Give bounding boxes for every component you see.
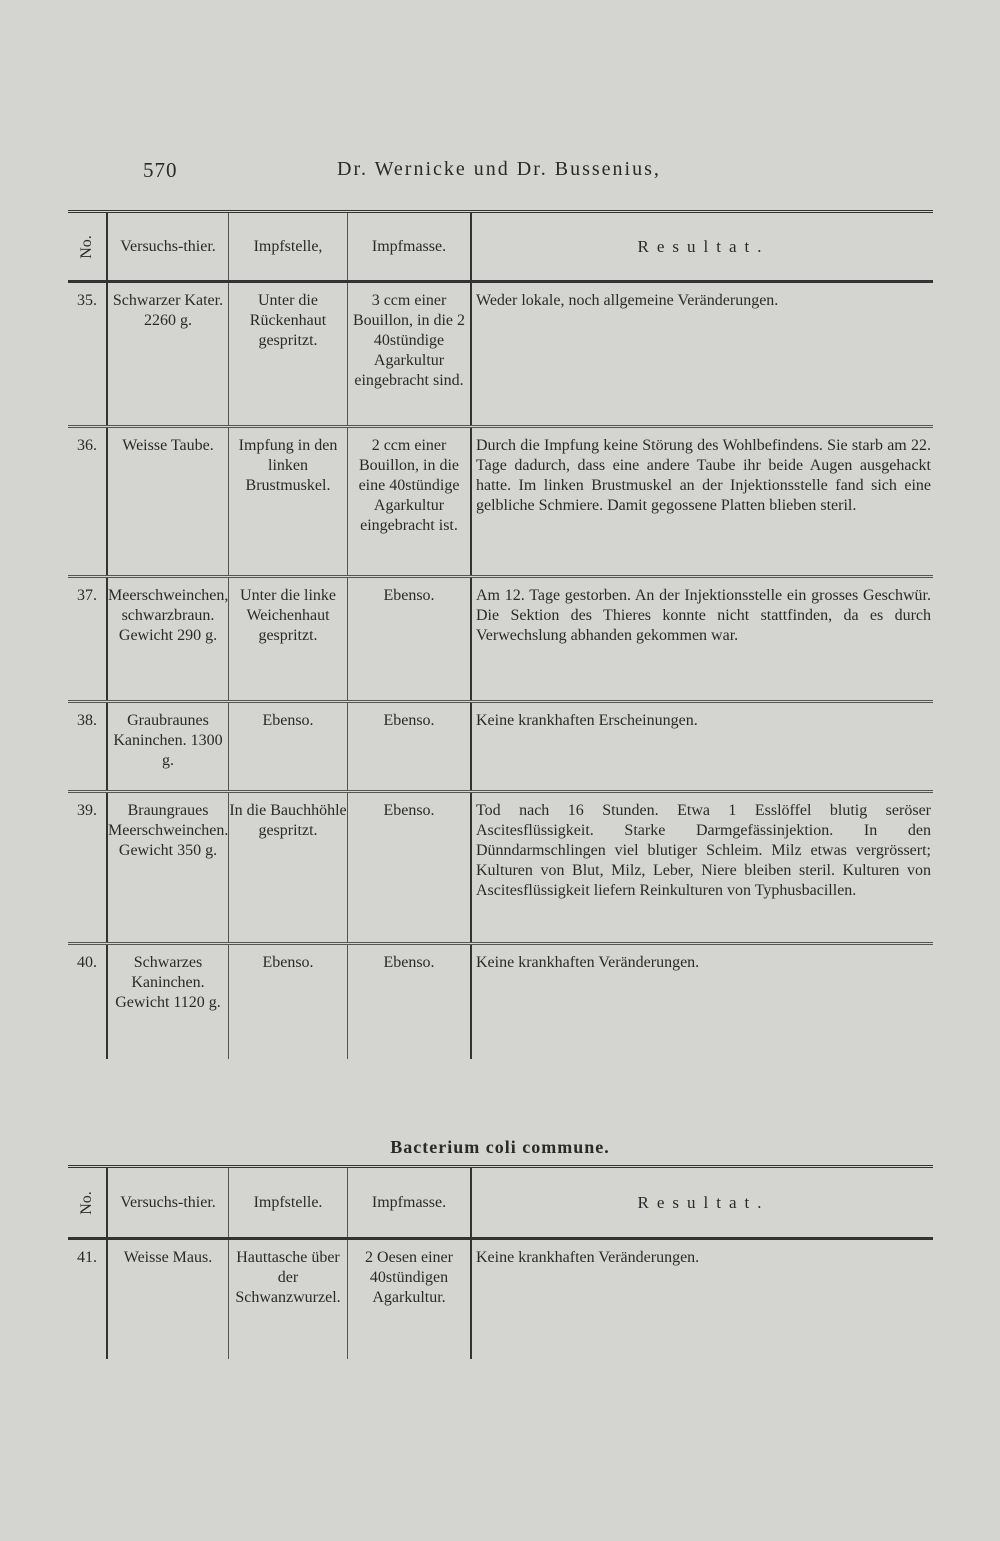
row-animal: Meerschweinchen, schwarzbraun. Gewicht 290 g. [107, 577, 229, 702]
row-animal: Graubraunes Kaninchen. 1300 g. [107, 702, 229, 792]
col-header-no: No. [78, 234, 95, 259]
row-result: Durch die Impfung keine Störung des Wohlbefindens. Sie starb am 22. Tage dadurch, dass eine andere Taube ihr beide Augen ausgehackt hatte. Im linken Brustmuskel an der Injektionsstelle fand sich eine gelbliche Schmiere. Damit gegossene Platten blieben steril. [471, 427, 933, 577]
table-row [68, 1239, 933, 1359]
experiment-table [68, 210, 933, 1059]
row-mass: 2 Oesen einer 40stündigen Agarkultur. [348, 1239, 472, 1359]
row-result: Tod nach 16 Stunden. Etwa 1 Esslöffel blutig seröser Ascitesflüssigkeit. Starke Darmgefässinjektion. In den Dünndarmschlingen viel blutiger Schleim. Milz etwas vergrössert; Kulturen von Blut, Milz, Leber, Niere bleiben steril. Kulturen von Ascitesflüssigkeit liefern Reinkulturen von Typhusbacillen. [471, 792, 933, 944]
col-header-animal: Versuchs-thier. [107, 1167, 229, 1239]
row-no: 37. [77, 587, 97, 604]
table-row [68, 792, 933, 944]
col-header-no: No. [78, 1190, 95, 1215]
row-site: Unter die Rückenhaut gespritzt. [229, 282, 348, 427]
experiment-table-coli [68, 1165, 933, 1359]
table-row [68, 282, 933, 427]
row-animal: Braungraues Meerschweinchen. Gewicht 350 g. [107, 792, 229, 944]
col-header-mass: Impfmasse. [348, 1167, 472, 1239]
table-header-row [68, 1167, 933, 1239]
table-header-row [68, 212, 933, 282]
row-result: Keine krankhaften Erscheinungen. [471, 702, 933, 792]
col-header-mass: Impfmasse. [348, 212, 472, 282]
row-animal: Weisse Taube. [107, 427, 229, 577]
table-row [68, 702, 933, 792]
col-header-animal: Versuchs-thier. [107, 212, 229, 282]
col-header-site: Impfstelle. [229, 1167, 348, 1239]
row-mass: Ebenso. [348, 702, 472, 792]
row-no: 35. [77, 292, 97, 309]
row-mass: 2 ccm einer Bouillon, in die eine 40stündige Agarkultur eingebracht ist. [348, 427, 472, 577]
page-header [0, 158, 1000, 188]
table-row [68, 577, 933, 702]
running-head: Dr. Wernicke und Dr. Bussenius, [337, 158, 661, 180]
table-row [68, 427, 933, 577]
row-animal: Schwarzer Kater. 2260 g. [107, 282, 229, 427]
row-mass: Ebenso. [348, 577, 472, 702]
row-result: Weder lokale, noch allgemeine Veränderungen. [471, 282, 933, 427]
row-site: Unter die linke Weichenhaut gespritzt. [229, 577, 348, 702]
row-site: Impfung in den linken Brustmuskel. [229, 427, 348, 577]
row-result: Keine krankhaften Veränderungen. [471, 1239, 933, 1359]
row-animal: Weisse Maus. [107, 1239, 229, 1359]
row-mass: Ebenso. [348, 792, 472, 944]
row-mass: Ebenso. [348, 944, 472, 1059]
row-site: In die Bauchhöhle gespritzt. [229, 792, 348, 944]
row-no: 39. [77, 802, 97, 819]
row-result: Keine krankhaften Veränderungen. [471, 944, 933, 1059]
row-no: 38. [77, 712, 97, 729]
row-animal: Schwarzes Kaninchen. Gewicht 1120 g. [107, 944, 229, 1059]
row-no: 41. [77, 1249, 97, 1266]
row-site: Hauttasche über der Schwanzwurzel. [229, 1239, 348, 1359]
table-row [68, 944, 933, 1059]
col-header-result: Resultat. [471, 212, 933, 282]
col-header-site: Impfstelle, [229, 212, 348, 282]
row-site: Ebenso. [229, 944, 348, 1059]
page-number: 570 [143, 158, 178, 182]
row-no: 40. [77, 954, 97, 971]
row-mass: 3 ccm einer Bouillon, in die 2 40stündige Agarkultur eingebracht sind. [348, 282, 472, 427]
col-header-result: Resultat. [471, 1167, 933, 1239]
section-heading: Bacterium coli commune. [390, 1137, 610, 1157]
row-result: Am 12. Tage gestorben. An der Injektionsstelle ein grosses Geschwür. Die Sektion des Thieres konnte nicht stattfinden, da es durch Verwechslung abhanden gekommen war. [471, 577, 933, 702]
row-no: 36. [77, 437, 97, 454]
row-site: Ebenso. [229, 702, 348, 792]
